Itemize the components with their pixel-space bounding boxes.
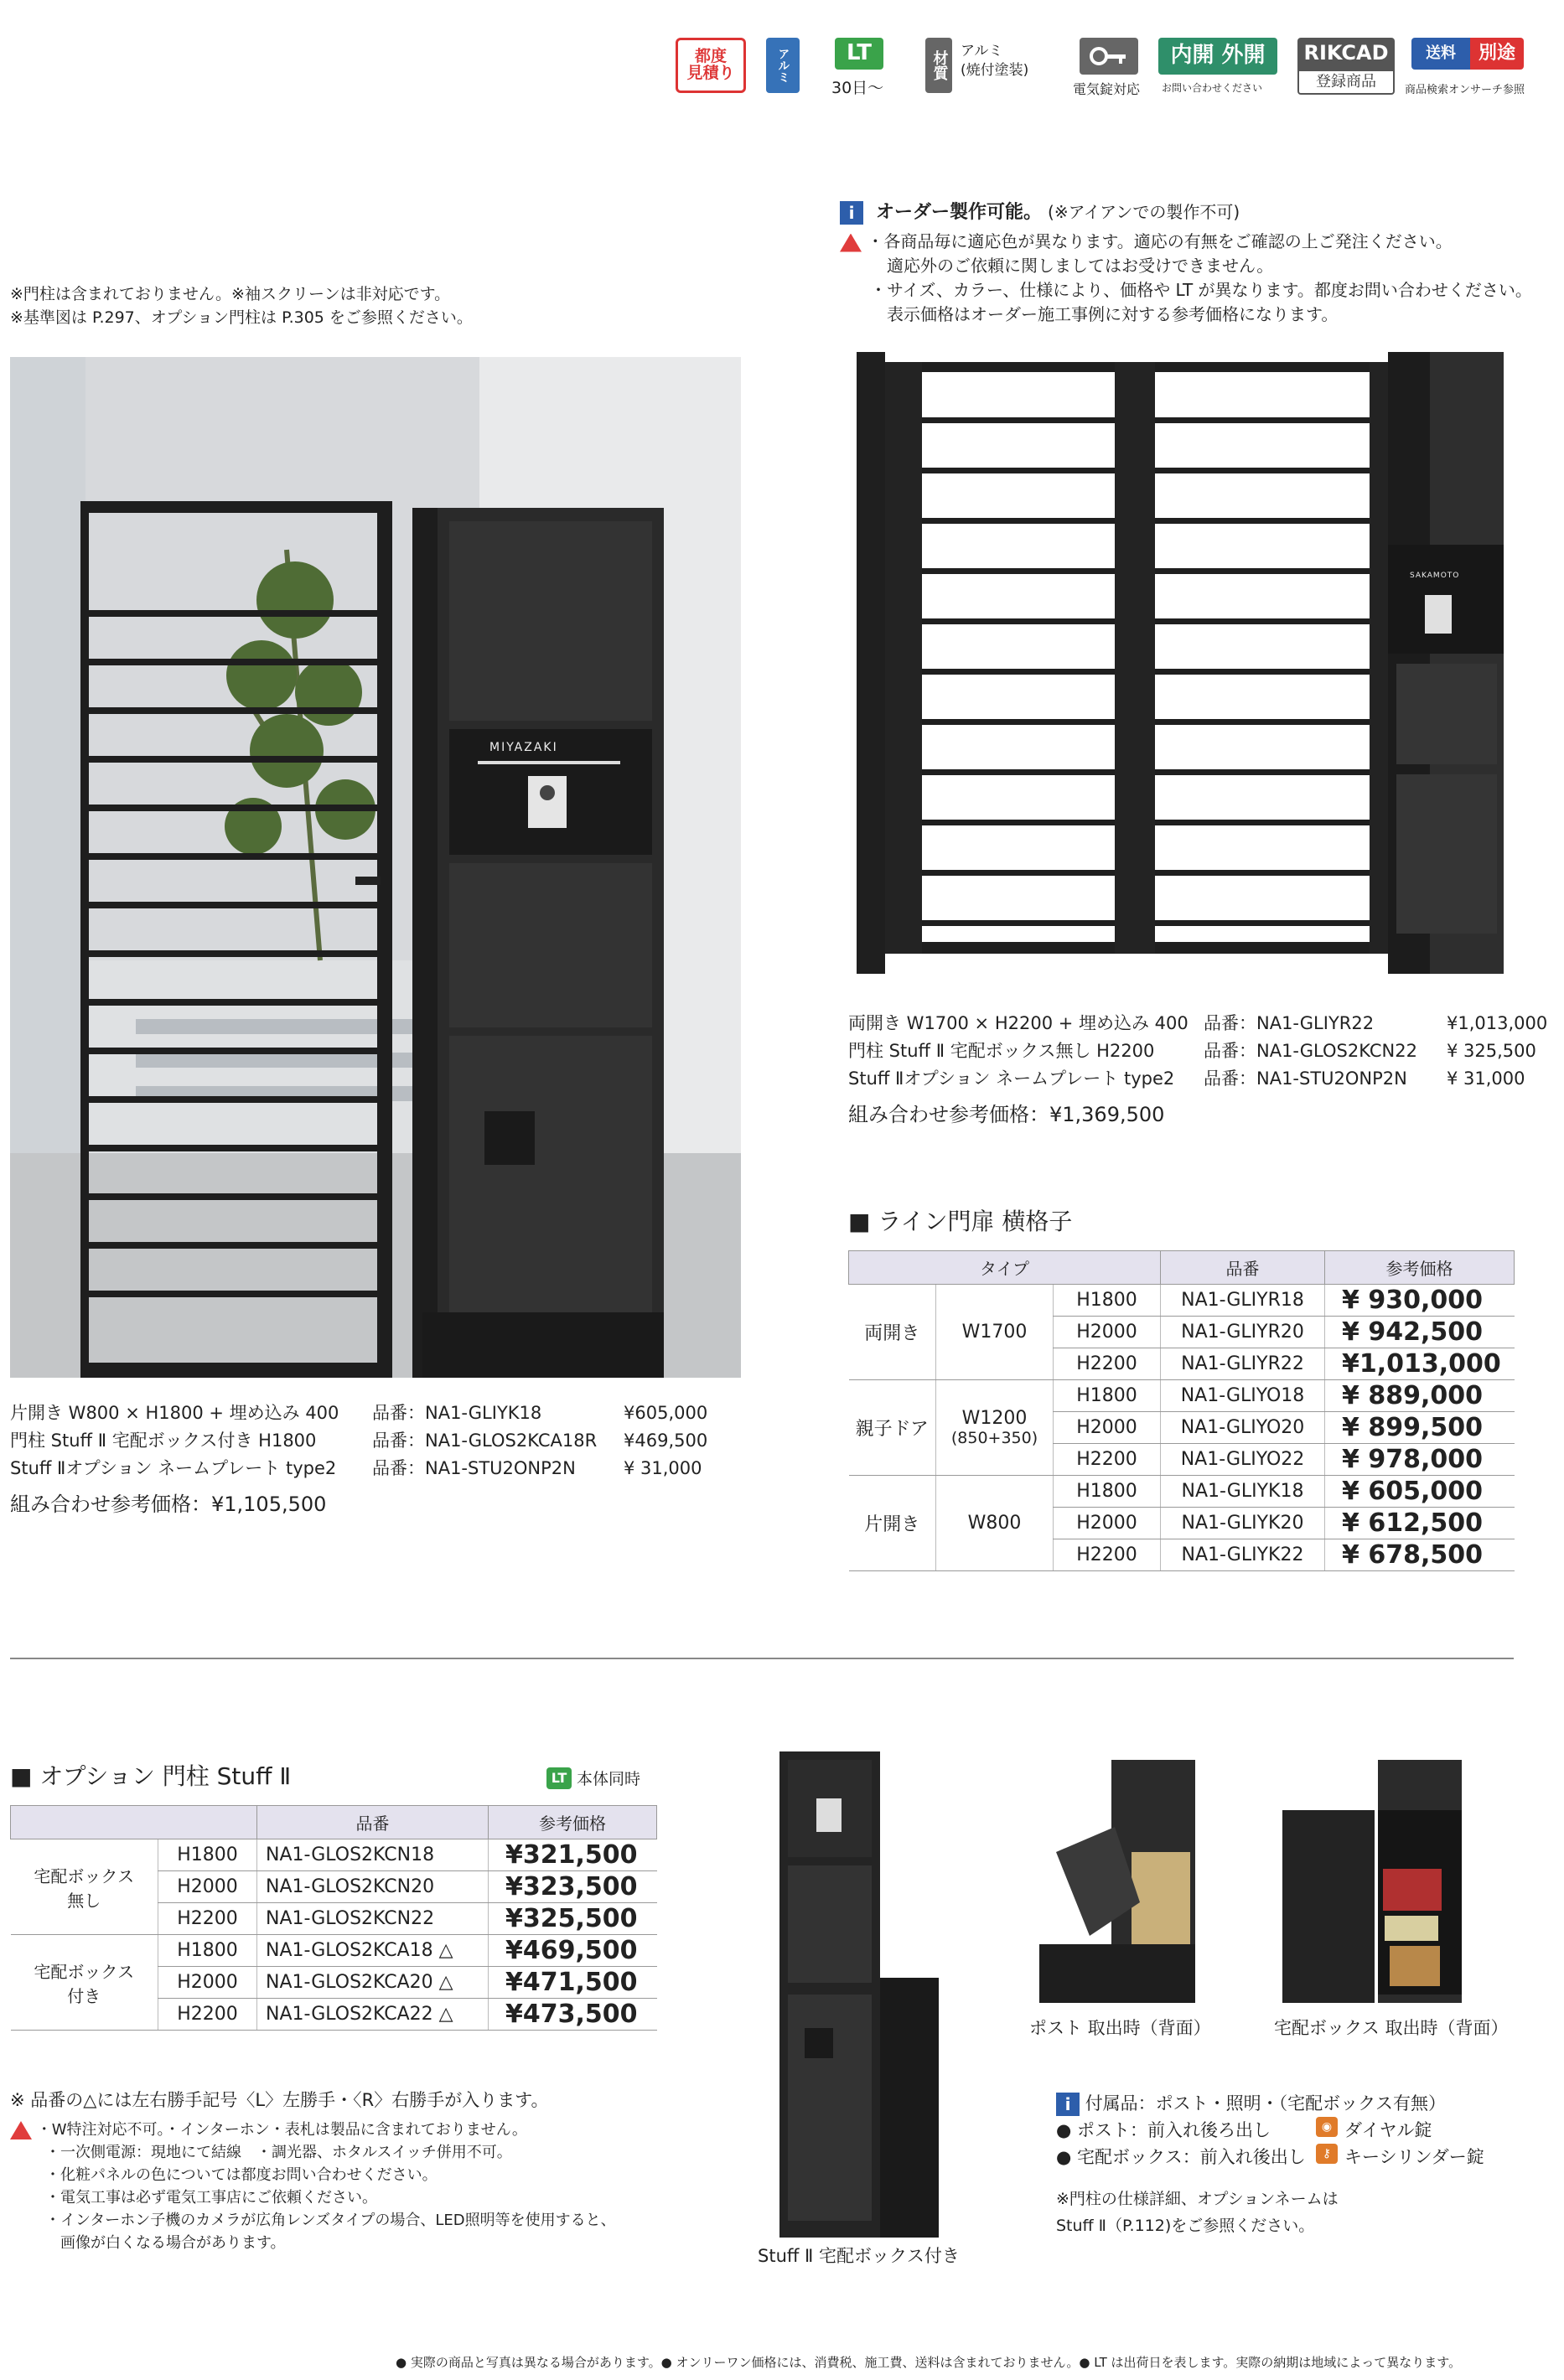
option-warnings xyxy=(10,2119,616,2254)
width-cell xyxy=(936,1380,1054,1476)
lt-note: 本体同時 xyxy=(577,1770,641,1788)
height-cell: H2200 xyxy=(158,1999,257,2031)
table-row xyxy=(11,1839,657,1871)
spec-row xyxy=(848,1065,1552,1093)
table-header-row xyxy=(11,1806,657,1839)
info-icon: i xyxy=(840,201,863,225)
height-cell: H2000 xyxy=(158,1967,257,1999)
price-cell: ¥ 942,500 xyxy=(1325,1317,1515,1348)
price-cell: ¥321,500 xyxy=(489,1839,657,1871)
code-cell: NA1-GLOS2KCN18 xyxy=(257,1839,489,1871)
footer-note: ● 実際の商品と写真は異なる場合があります。● オンリーワン価格には、消費税、施工費、送料は含まれておりません。● LT は出荷日を表します。実際の納期は地域によって異なります。 xyxy=(396,2355,1462,2370)
right-warnings xyxy=(840,230,1532,327)
spec-code: 品番：NA1-GLIYK18 xyxy=(372,1403,542,1423)
type-cell: 宅配ボックス 付き xyxy=(11,1935,158,2031)
spec-price: ¥ 325,500 xyxy=(1447,1041,1536,1061)
warning-icon xyxy=(840,234,862,252)
width-breakdown: (850+350) xyxy=(950,1429,1038,1447)
spec-desc: 片開き W800 × H1800 + 埋め込み 400 xyxy=(10,1403,339,1423)
height-cell: H1800 xyxy=(158,1839,257,1871)
height-cell: H2200 xyxy=(158,1903,257,1935)
height-cell: H2000 xyxy=(1054,1412,1161,1444)
spec-desc: 両開き W1700 × H2200 + 埋め込み 400 xyxy=(848,1013,1189,1033)
width-cell: W800 xyxy=(936,1476,1054,1571)
spec-code: 品番：NA1-STU2ONP2N xyxy=(1204,1068,1407,1089)
price-cell: ¥ 605,000 xyxy=(1325,1476,1515,1508)
shipping-sub: 商品検索オンサーチ参照 xyxy=(1405,84,1525,96)
price-cell: ¥ 899,500 xyxy=(1325,1412,1515,1444)
box-lock: キーシリンダー錠 xyxy=(1344,2147,1484,2167)
width-cell: W1700 xyxy=(936,1285,1054,1380)
height-cell: H2200 xyxy=(1054,1539,1161,1571)
spec-price: ¥ 31,000 xyxy=(624,1458,702,1478)
type-cell: 片開き xyxy=(849,1476,936,1571)
nameplate-left: MIYAZAKI xyxy=(489,741,558,754)
code-cell: NA1-GLIYK18 xyxy=(1161,1476,1325,1508)
code-cell: NA1-GLIYR20 xyxy=(1161,1317,1325,1348)
height-cell: H2000 xyxy=(158,1871,257,1903)
code-cell: NA1-GLIYK22 xyxy=(1161,1539,1325,1571)
type-cell: 両開き xyxy=(849,1285,936,1380)
warning-line: 表示価格はオーダー施工事例に対する参考価格になります。 xyxy=(887,304,1339,324)
lock-label: 電気錠対応 xyxy=(1073,81,1141,97)
spec-price: ¥605,000 xyxy=(624,1403,708,1423)
table-row xyxy=(849,1285,1515,1317)
line-gate-table xyxy=(848,1250,1515,1571)
note-line: ※基準図は P.297、オプション門柱は P.305 をご参照ください。 xyxy=(10,308,473,327)
right-specs xyxy=(848,1010,1552,1129)
accessories-note: ※門柱の仕様詳細、オプションネームは xyxy=(1056,2190,1339,2208)
height-cell: H2200 xyxy=(1054,1444,1161,1476)
price-cell: ¥469,500 xyxy=(489,1935,657,1967)
code-cell: NA1-GLOS2KCA20 △ xyxy=(257,1967,489,1999)
price-cell: ¥ 678,500 xyxy=(1325,1539,1515,1571)
spec-row xyxy=(848,1010,1552,1037)
code-cell: NA1-GLOS2KCA18 △ xyxy=(257,1935,489,1967)
table-header-row xyxy=(849,1251,1515,1285)
dial-lock-icon: ◉ xyxy=(1316,2117,1338,2137)
accessories xyxy=(1056,2090,1484,2239)
lt-days: 30日〜 xyxy=(831,79,884,97)
left-total: 組み合わせ参考価格：¥1,105,500 xyxy=(10,1493,327,1516)
spec-price: ¥ 31,000 xyxy=(1447,1068,1525,1089)
rikcad-sub: 登録商品 xyxy=(1297,70,1395,95)
stuff2-photo xyxy=(771,1751,947,2238)
type-cell: 宅配ボックス 無し xyxy=(11,1839,158,1935)
spec-code: 品番：NA1-GLIYR22 xyxy=(1204,1013,1375,1033)
width-value: W1200 xyxy=(961,1408,1028,1429)
code-cell: NA1-GLOS2KCN20 xyxy=(257,1871,489,1903)
post-rear-photo xyxy=(1031,1760,1215,2003)
option-table-title: ■ オプション 門柱 Stuff Ⅱ xyxy=(10,1762,292,1790)
height-cell: H1800 xyxy=(1054,1285,1161,1317)
spec-desc: 門柱 Stuff Ⅱ 宅配ボックス無し H2200 xyxy=(848,1041,1155,1061)
alumi-badge: アルミ xyxy=(766,38,800,93)
option-table xyxy=(10,1805,657,2031)
delivery-caption: 宅配ボックス 取出時（背面） xyxy=(1274,2018,1509,2038)
right-gate-photo xyxy=(848,352,1504,974)
shipping-badge-b: 別途 xyxy=(1470,38,1524,70)
spec-row xyxy=(10,1455,731,1482)
height-cell: H2200 xyxy=(1054,1348,1161,1380)
price-cell: ¥471,500 xyxy=(489,1967,657,1999)
rikcad-badge: RIKCAD xyxy=(1297,38,1395,70)
col-header: 品番 xyxy=(257,1806,489,1839)
price-cell: ¥ 978,000 xyxy=(1325,1444,1515,1476)
col-header-empty xyxy=(11,1806,257,1839)
code-cell: NA1-GLIYO22 xyxy=(1161,1444,1325,1476)
price-cell: ¥1,013,000 xyxy=(1325,1348,1515,1380)
code-cell: NA1-GLIYO18 xyxy=(1161,1380,1325,1412)
height-cell: H1800 xyxy=(158,1935,257,1967)
table-row xyxy=(11,1935,657,1967)
open-badge: 内開 外開 xyxy=(1158,38,1277,75)
price-cell: ¥ 930,000 xyxy=(1325,1285,1515,1317)
code-cell: NA1-GLOS2KCN22 xyxy=(257,1903,489,1935)
lt-small-badge: LT xyxy=(546,1767,572,1789)
open-sub: お問い合わせください xyxy=(1162,82,1263,94)
spec-desc: Stuff Ⅱオプション ネームプレート type2 xyxy=(848,1068,1175,1089)
table-row xyxy=(849,1380,1515,1412)
note-line: ※門柱は含まれておりません。※袖スクリーンは非対応です。 xyxy=(10,285,451,303)
stuff2-caption: Stuff Ⅱ 宅配ボックス付き xyxy=(758,2246,960,2266)
warning-line: ・W特注対応不可。・インターホン・表札は製品に含まれておりません。 xyxy=(36,2121,527,2139)
col-header: 品番 xyxy=(1161,1251,1325,1285)
price-cell: ¥323,500 xyxy=(489,1871,657,1903)
material-glyph: 材質 xyxy=(925,38,952,93)
type-cell: 親子ドア xyxy=(849,1380,936,1476)
lt-badge: LT xyxy=(835,38,883,70)
spec-desc: Stuff Ⅱオプション ネームプレート type2 xyxy=(10,1458,337,1478)
code-cell: NA1-GLIYO20 xyxy=(1161,1412,1325,1444)
spec-price: ¥469,500 xyxy=(624,1431,708,1451)
post-spec: ● ポスト：前入れ後ろ出し xyxy=(1056,2120,1271,2140)
order-sub: (※アイアンでの製作不可) xyxy=(1048,202,1240,222)
code-cell: NA1-GLIYK20 xyxy=(1161,1508,1325,1539)
post-lock: ダイヤル錠 xyxy=(1344,2120,1432,2140)
warning-line: ・サイズ、カラー、仕様により、価格や LT が異なります。都度お問い合わせください。 xyxy=(870,280,1532,300)
code-cell: NA1-GLIYR18 xyxy=(1161,1285,1325,1317)
quote-badge: 都度 見積り xyxy=(676,38,746,93)
height-cell: H1800 xyxy=(1054,1380,1161,1412)
post-caption: ポスト 取出時（背面） xyxy=(1029,2018,1211,2038)
spec-code: 品番：NA1-GLOS2KCA18R xyxy=(372,1431,598,1451)
shipping-badge-a: 送料 xyxy=(1411,38,1470,70)
spec-row xyxy=(848,1037,1552,1065)
section-divider xyxy=(10,1658,1514,1659)
warning-icon xyxy=(10,2121,32,2139)
left-notes xyxy=(10,283,473,329)
warning-line: ・一次側電源：現地にて結線 ・調光器、ホタルスイッチ併用不可。 xyxy=(45,2144,512,2161)
price-cell: ¥325,500 xyxy=(489,1903,657,1935)
order-note xyxy=(840,198,1240,225)
warning-line: ・各商品毎に適応色が異なります。適応の有無をご確認の上ご発注ください。 xyxy=(867,231,1453,251)
spec-code: 品番：NA1-GLOS2KCN22 xyxy=(1204,1041,1417,1061)
left-gate-photo xyxy=(10,357,741,1378)
warning-line: ・電気工事は必ず電気工事店にご依頼ください。 xyxy=(45,2189,377,2207)
code-cell: NA1-GLIYR22 xyxy=(1161,1348,1325,1380)
col-header: 参考価格 xyxy=(1325,1251,1515,1285)
price-cell: ¥ 612,500 xyxy=(1325,1508,1515,1539)
height-cell: H2000 xyxy=(1054,1317,1161,1348)
code-cell: NA1-GLOS2KCA22 △ xyxy=(257,1999,489,2031)
option-lt xyxy=(546,1767,640,1789)
spec-row xyxy=(10,1400,731,1427)
spec-desc: 門柱 Stuff Ⅱ 宅配ボックス付き H1800 xyxy=(10,1431,317,1451)
material-text: アルミ (焼付塗装) xyxy=(961,43,1029,79)
price-cell: ¥473,500 xyxy=(489,1999,657,2031)
line-table-title: ■ ライン門扉 横格子 xyxy=(848,1208,1073,1235)
height-cell: H1800 xyxy=(1054,1476,1161,1508)
warning-line: 適応外のご依頼に関しましてはお受けできません。 xyxy=(887,256,1274,276)
col-header: 参考価格 xyxy=(489,1806,657,1839)
left-specs xyxy=(10,1400,731,1519)
key-cylinder-icon: ⚷ xyxy=(1316,2144,1338,2164)
col-header: タイプ xyxy=(849,1251,1161,1285)
height-cell: H2000 xyxy=(1054,1508,1161,1539)
warning-line: ・インターホン子機のカメラが広角レンズタイプの場合、LED照明等を使用すると、 xyxy=(45,2212,616,2229)
warning-line: 画像が白くなる場合があります。 xyxy=(45,2234,286,2252)
warning-line: ・化粧パネルの色については都度お問い合わせください。 xyxy=(45,2166,438,2184)
right-total: 組み合わせ参考価格：¥1,369,500 xyxy=(848,1103,1165,1126)
price-cell: ¥ 889,000 xyxy=(1325,1380,1515,1412)
spec-price: ¥1,013,000 xyxy=(1447,1013,1548,1033)
nameplate-right: SAKAMOTO xyxy=(1410,572,1460,580)
option-note: ※ 品番の△には左右勝手記号〈L〉左勝手・〈R〉右勝手が入ります。 xyxy=(10,2090,549,2110)
delivery-rear-photo xyxy=(1274,1760,1484,2003)
info-icon: i xyxy=(1056,2093,1080,2116)
accessories-note: Stuff Ⅱ（P.112)をご参照ください。 xyxy=(1056,2217,1315,2235)
spec-code: 品番：NA1-STU2ONP2N xyxy=(372,1458,576,1478)
key-icon xyxy=(1080,38,1138,75)
accessories-title: 付属品：ポスト・照明・（宅配ボックス有無） xyxy=(1085,2093,1446,2114)
table-row xyxy=(849,1476,1515,1508)
box-spec: ● 宅配ボックス：前入れ後出し xyxy=(1056,2147,1306,2167)
order-title: オーダー製作可能。 xyxy=(876,202,1043,223)
spec-row xyxy=(10,1427,731,1455)
